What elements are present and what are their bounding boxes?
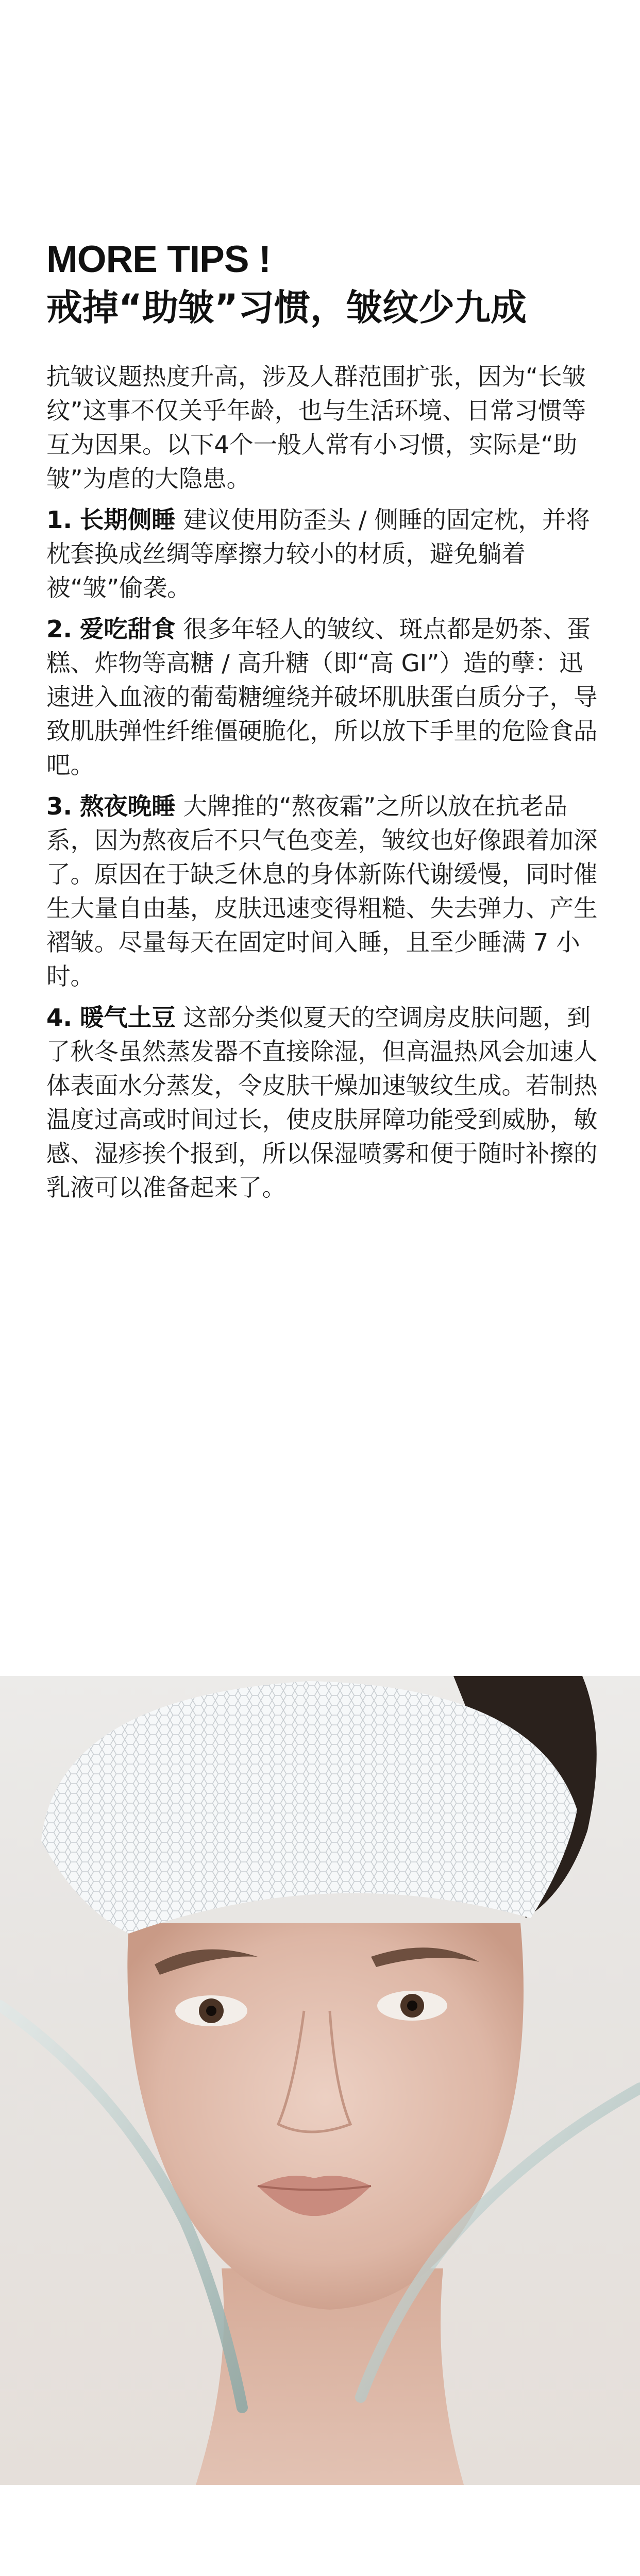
face-shape (127, 1923, 524, 2310)
tip-title: 熬夜晚睡 (79, 792, 176, 820)
tip-number: 4. (46, 1004, 73, 1031)
page-title: MORE TIPS ! (46, 239, 271, 280)
tip-number: 2. (46, 615, 73, 643)
tip-item (46, 612, 598, 782)
tip-title: 暖气土豆 (79, 1004, 176, 1031)
tip-text: 大牌推的“熬夜霜”之所以放在抗老品系，因为熬夜后不只气色变差，皱纹也好像跟着加深了。原因在于缺乏休息的身体新陈代谢缓慢，同时催生大量自由基，皮肤迅速变得粗糙、失去弹力、产生褶皱。尽量每天在固定时间入睡，且至少睡满 7 小时。 (46, 792, 598, 990)
tip-item (46, 503, 598, 605)
portrait-photo (0, 1676, 640, 2485)
tip-text: 这部分类似夏天的空调房皮肤问题，到了秋冬虽然蒸发器不直接除湿，但高温热风会加速人体表面水分蒸发，令皮肤干燥加速皱纹生成。若制热温度过高或时间过长，使皮肤屏障功能受到威胁，敏感、湿疹挨个报到，所以保湿喷雾和便于随时补擦的乳液可以准备起来了。 (46, 1004, 598, 1201)
tip-number: 3. (46, 792, 73, 820)
tip-text: 建议使用防歪头 / 侧睡的固定枕，并将枕套换成丝绸等摩擦力较小的材质，避免躺着被“皱”偷袭。 (46, 506, 590, 602)
article-body (46, 360, 598, 1205)
tip-title: 长期侧睡 (79, 506, 176, 534)
tip-number: 1. (46, 506, 73, 534)
tip-item (46, 789, 598, 993)
article (46, 238, 598, 1205)
tip-title: 爱吃甜食 (79, 615, 176, 643)
page-subtitle: 戒掉“助皱”习惯，皱纹少九成 (46, 286, 527, 329)
intro-paragraph: 抗皱议题热度升高，涉及人群范围扩张，因为“长皱纹”这事不仅关乎年龄，也与生活环境、日常习惯等互为因果。以下4个一般人常有小习惯，实际是“助皱”为虐的大隐患。 (46, 363, 586, 493)
tip-item (46, 1001, 598, 1205)
tip-text: 很多年轻人的皱纹、斑点都是奶茶、蛋糕、炸物等高糖 / 高升糖（即“高 GI”）造的孽：迅速进入血液的葡萄糖缠绕并破坏肌肤蛋白质分子，导致肌肤弹性纤维僵硬脆化，所以放下手里的危险食品吧。 (46, 615, 598, 779)
